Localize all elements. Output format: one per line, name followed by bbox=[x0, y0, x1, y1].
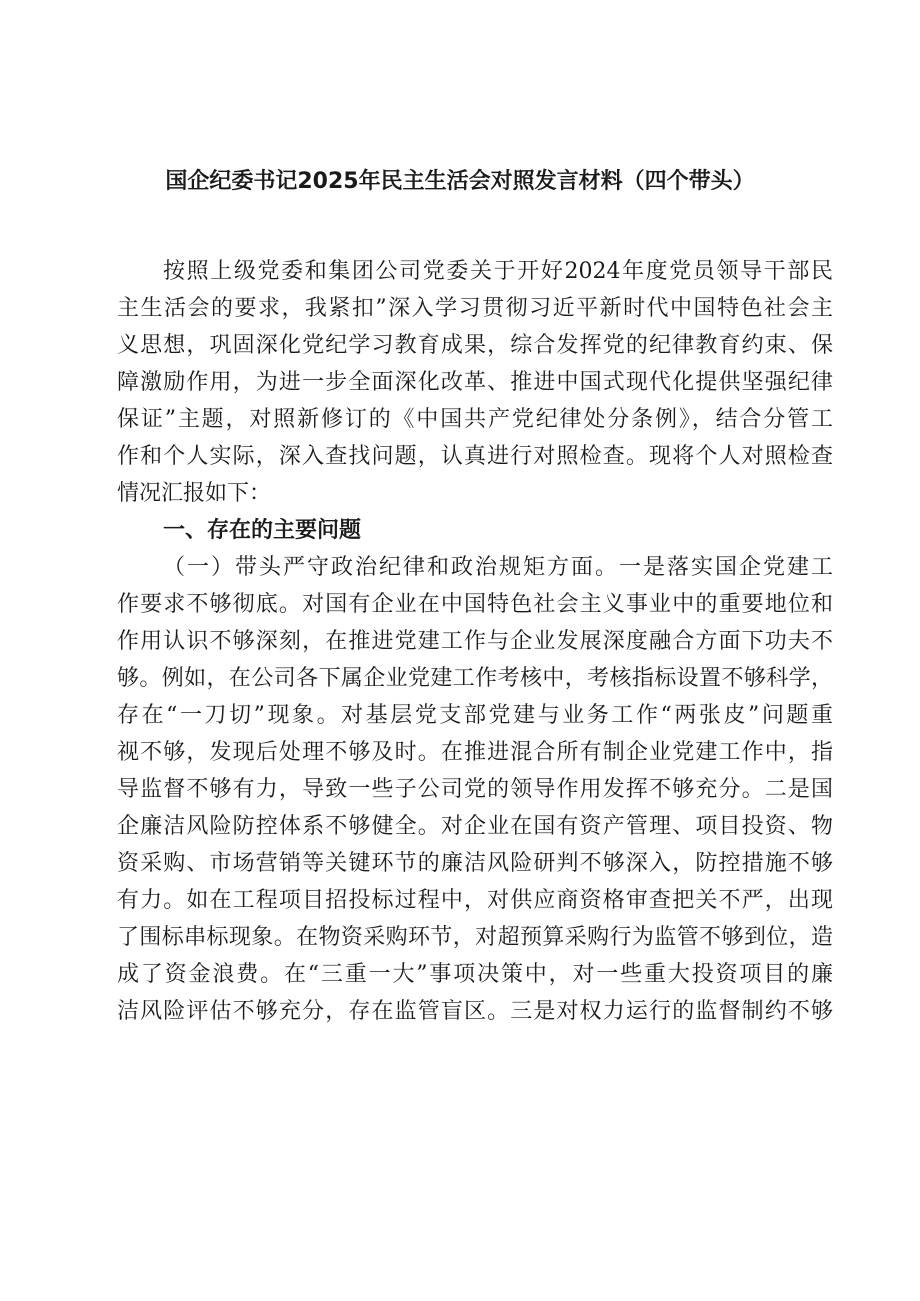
intro-line-3: 义思想，巩固深化党纪学习教育成果，综合发挥党的纪律教育约束、保 bbox=[117, 333, 833, 358]
section-heading: 一、存在的主要问题 bbox=[163, 518, 362, 543]
body-line-6: 视不够，发现后处理不够及时。在推进混合所有制企业党建工作中，指 bbox=[117, 740, 833, 765]
body-line-7: 导监督不够有力，导致一些子公司党的领导作用发挥不够充分。二是国 bbox=[117, 777, 833, 802]
body-line-3: 作用认识不够深刻，在推进党建工作与企业发展深度融合方面下功夫不 bbox=[117, 629, 833, 654]
intro-line-4: 障激励作用，为进一步全面深化改革、推进中国式现代化提供坚强纪律 bbox=[117, 370, 833, 395]
body-line-1: （一）带头严守政治纪律和政治规矩方面。一是落实国企党建工 bbox=[163, 555, 833, 580]
intro-line-1: 按照上级党委和集团公司党委关于开好2024年度党员领导干部民 bbox=[163, 259, 833, 284]
body-line-10: 有力。如在工程项目招投标过程中，对供应商资格审查把关不严，出现 bbox=[117, 888, 833, 913]
body-line-13: 洁风险评估不够充分，存在监管盲区。三是对权力运行的监督制约不够 bbox=[117, 999, 833, 1024]
body-line-12: 成了资金浪费。在“三重一大”事项决策中，对一些重大投资项目的廉 bbox=[117, 962, 833, 987]
body-line-9: 资采购、市场营销等关键环节的廉洁风险研判不够深入，防控措施不够 bbox=[117, 851, 833, 876]
intro-line-7: 情况汇报如下： bbox=[117, 481, 272, 506]
intro-line-2: 主生活会的要求，我紧扣”深入学习贯彻习近平新时代中国特色社会主 bbox=[117, 296, 833, 321]
intro-line-5: 保证”主题，对照新修订的《中国共产党纪律处分条例》，结合分管工 bbox=[117, 407, 833, 432]
body-line-8: 企廉洁风险防控体系不够健全。对企业在国有资产管理、项目投资、物 bbox=[117, 814, 833, 839]
body-line-5: 存在“一刀切”现象。对基层党支部党建与业务工作“两张皮”问题重 bbox=[117, 703, 833, 728]
body-line-4: 够。例如，在公司各下属企业党建工作考核中，考核指标设置不够科学， bbox=[117, 666, 833, 691]
body-line-2: 作要求不够彻底。对国有企业在中国特色社会主义事业中的重要地位和 bbox=[117, 592, 833, 617]
document-title: 国企纪委书记2025年民主生活会对照发言材料（四个带头） bbox=[165, 169, 755, 194]
intro-line-6: 作和个人实际，深入查找问题，认真进行对照检查。现将个人对照检查 bbox=[117, 444, 833, 469]
body-line-11: 了围标串标现象。在物资采购环节，对超预算采购行为监管不够到位，造 bbox=[117, 925, 833, 950]
